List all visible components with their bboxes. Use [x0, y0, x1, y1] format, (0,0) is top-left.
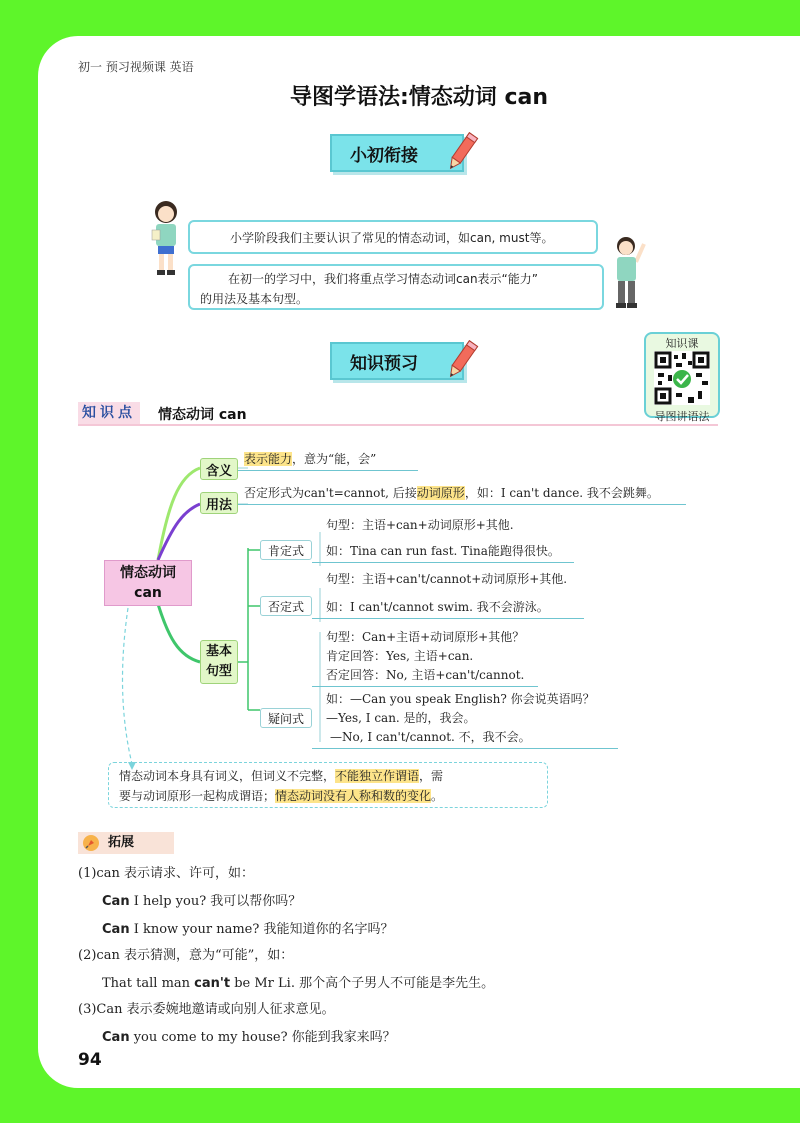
ext2-rest: I help you? 我可以帮你吗？ [129, 894, 302, 909]
girl-speech-text: 小学阶段我们主要认识了常见的情态动词，如can, must等。 [230, 231, 554, 245]
ext5-rest: be Mr Li. 那个高个子男人不可能是李先生。 [230, 976, 495, 991]
extension-item-7 [102, 1026, 396, 1045]
meaning-underline [238, 470, 418, 471]
qr-bottom-label: 导图讲语法 [654, 410, 710, 423]
note-box [108, 762, 548, 808]
ext3-bold: Can [102, 922, 130, 937]
intro-banner-label: 小初衔接 [350, 145, 418, 166]
knowledge-point-label: 知识点 [78, 402, 140, 424]
knowledge-point-title: 情态动词 can [158, 407, 247, 423]
meaning-rest: ，意为“能，会” [292, 452, 377, 466]
question-no: 否定回答：No, 主语+can't/cannot. [326, 668, 525, 682]
question-example-1: 如：—Can you speak English? 你会说英语吗？ [326, 692, 595, 706]
boy-speech-line2: 的用法及基本句型。 [200, 292, 309, 306]
question-example-2: —Yes, I can. 是的，我会。 [326, 711, 476, 725]
question-pattern-underline [312, 686, 538, 687]
question-example-3: —No, I can't/cannot. 不，我不会。 [330, 730, 531, 744]
page-number: 94 [78, 1050, 102, 1070]
affirmative-node: 肯定式 [260, 540, 312, 560]
usage-text [244, 484, 659, 503]
question-example-underline [312, 748, 618, 749]
extension-label: 拓展 [108, 835, 135, 850]
note-line1 [119, 766, 537, 786]
note-highlight2: 情态动词没有人称和数的变化 [275, 789, 432, 803]
affirmative-underline [312, 562, 574, 563]
note-part1: 情态动词本身具有词义，但词义不完整， [119, 769, 336, 783]
affirmative-example: 如：Tina can run fast. Tina能跑得很快。 [326, 544, 560, 558]
extension-label-box [78, 832, 174, 854]
question-pattern: 句型：Can+主语+动词原形+其他？ [326, 630, 525, 644]
boy-speech-line1: 在初一的学习中，我们将重点学习情态动词can表示“能力” [228, 272, 538, 286]
usage-underline [238, 504, 686, 505]
extension-item-2 [102, 890, 301, 909]
usage-post: ，如：I can't dance. 我不会跳舞。 [464, 486, 659, 500]
extension-item-3 [102, 918, 393, 937]
note-line2 [119, 786, 537, 806]
question-yes: 肯定回答：Yes, 主语+can. [326, 649, 474, 663]
page-title: 导图学语法:情态动词 can [289, 85, 548, 110]
basic-patterns-node [200, 640, 238, 684]
center-line1: 情态动词 [120, 565, 176, 581]
ext5-bold: can't [194, 976, 231, 991]
pin-icon [82, 834, 100, 852]
negative-pattern: 句型：主语+can't/cannot+动词原形+其他. [326, 572, 568, 586]
extension-item-6: (3)Can 表示委婉地邀请或向别人征求意见。 [78, 1002, 335, 1017]
ext3-rest: I know your name? 我能知道你的名字吗？ [129, 922, 394, 937]
ext7-rest: you come to my house? 你能到我家来吗？ [129, 1030, 396, 1045]
usage-node: 用法 [200, 492, 238, 514]
negative-example: 如：I can't/cannot swim. 我不会游泳。 [326, 600, 549, 614]
usage-highlight: 动词原形 [416, 486, 465, 500]
affirmative-pattern: 句型：主语+can+动词原形+其他. [326, 518, 514, 532]
extension-item-5 [102, 972, 494, 991]
negative-node: 否定式 [260, 596, 312, 616]
extension-item-4: (2)can 表示猜测，意为“可能”，如： [78, 948, 294, 963]
ext7-bold: Can [102, 1030, 130, 1045]
ext2-bold: Can [102, 894, 130, 909]
negative-underline [312, 618, 584, 619]
usage-pre: 否定形式为can't=cannot, 后接 [244, 486, 417, 500]
preview-banner-label: 知识预习 [350, 353, 418, 374]
meaning-highlight: 表示能力 [244, 452, 293, 466]
meaning-text [244, 450, 376, 469]
meaning-node: 含义 [200, 458, 238, 480]
basic-line2: 句型 [205, 664, 232, 679]
header-tag: 初一 预习视频课 英语 [78, 60, 194, 74]
note-part3: 要与动词原形一起构成谓语； [119, 789, 276, 803]
note-part2: ，需 [419, 769, 444, 783]
mindmap-center-node [104, 560, 192, 606]
question-node: 疑问式 [260, 708, 312, 728]
center-line2: can [134, 585, 162, 601]
page [38, 36, 800, 1088]
ext5-pre: That tall man [102, 976, 195, 991]
extension-item-1: (1)can 表示请求、许可，如： [78, 866, 254, 881]
note-part4: 。 [431, 789, 444, 803]
qr-top-label: 知识课 [665, 337, 699, 350]
note-highlight1: 不能独立作谓语 [335, 769, 420, 783]
basic-line1: 基本 [205, 644, 232, 659]
